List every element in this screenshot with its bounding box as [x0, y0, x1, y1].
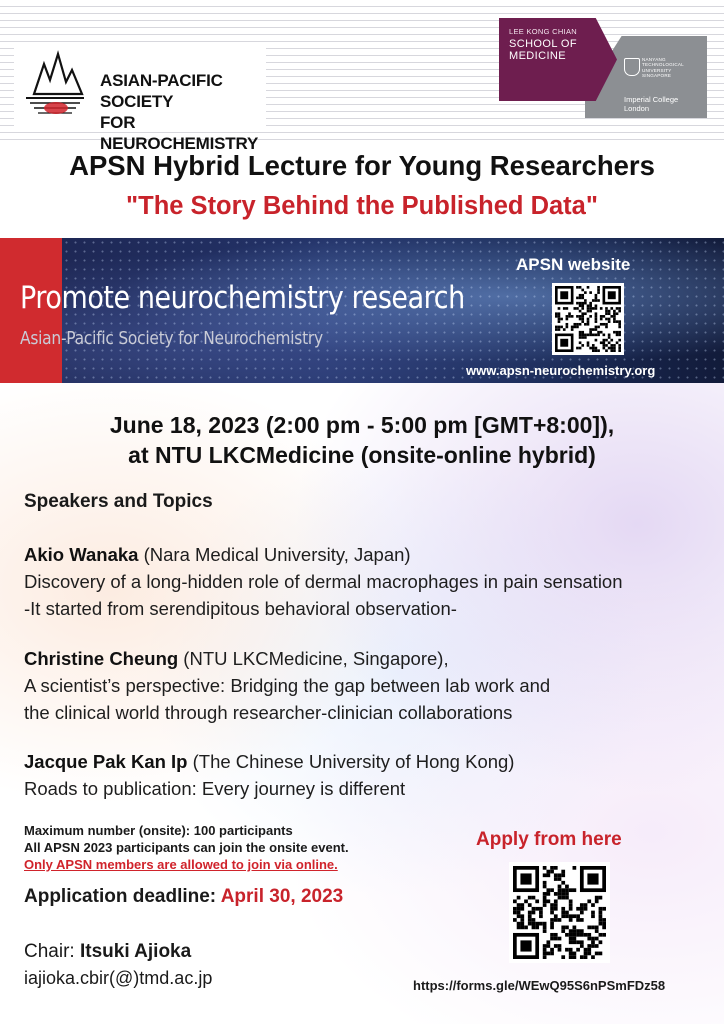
speaker-block	[24, 645, 550, 726]
speaker-block	[24, 748, 514, 802]
application-deadline	[24, 886, 343, 908]
speaker-name: Akio Wanaka	[24, 544, 139, 565]
society-name-line2: FOR NEUROCHEMISTRY	[100, 113, 259, 153]
deadline-date: April 30, 2023	[220, 886, 344, 907]
apsn-logo	[14, 46, 266, 153]
apsn-logo-mark-icon	[20, 50, 90, 122]
chair-label: Chair:	[24, 941, 80, 962]
website-url[interactable]: www.apsn-neurochemistry.org	[466, 363, 656, 378]
chair-line	[24, 941, 191, 963]
website-qr-pattern	[555, 286, 621, 352]
imperial-college-name	[624, 96, 678, 113]
speaker-block	[24, 541, 623, 622]
page-title: APSN Hybrid Lecture for Young Researchers	[69, 150, 655, 181]
speaker-name: Christine Cheung	[24, 648, 179, 669]
chair-email[interactable]: iajioka.cbir(@)tmd.ac.jp	[24, 968, 213, 988]
lkc-line3: MEDICINE	[509, 50, 566, 62]
speaker-affiliation: (Nara Medical University, Japan)	[138, 544, 411, 565]
website-label: APSN website	[516, 255, 631, 274]
ntu-line1: NANYANG	[642, 57, 666, 62]
chair-name: Itsuki Ajioka	[79, 941, 192, 962]
deadline-label: Application deadline:	[24, 886, 221, 907]
speaker-topic: Discovery of a long-hidden role of dermal macrophages in pain sensation	[24, 571, 623, 592]
icl-line1: Imperial College	[624, 95, 679, 104]
event-date: June 18, 2023 (2:00 pm - 5:00 pm [GMT+8:00]),	[109, 412, 615, 438]
online-note: Only APSN members are allowed to join via online.	[24, 857, 338, 872]
ntu-crest-icon	[624, 58, 640, 76]
ntu-line4: SINGAPORE	[642, 73, 672, 79]
max-participants-note: Maximum number (onsite): 100 participants	[24, 823, 293, 838]
speaker-topic: A scientist’s perspective: Bridging the gap between lab work and	[24, 675, 551, 696]
banner-heading: Promote neurochemistry research	[20, 280, 465, 316]
society-name	[100, 70, 266, 154]
speaker-affiliation: (NTU LKCMedicine, Singapore),	[178, 648, 449, 669]
lkc-line1: LEE KONG CHIAN	[509, 27, 577, 36]
lkc-school-name	[509, 38, 577, 62]
speaker-affiliation: (The Chinese University of Hong Kong)	[187, 751, 515, 772]
page-subtitle: "The Story Behind the Published Data"	[126, 192, 598, 220]
speaker-topic: -It started from serendipitous behavioral observation-	[24, 598, 457, 619]
banner	[0, 238, 724, 383]
application-form-url[interactable]: https://forms.gle/WEwQ95S6nPSmFDz58	[413, 978, 666, 993]
onsite-note: All APSN 2023 participants can join the onsite event.	[24, 840, 349, 855]
lkc-line2: SCHOOL OF	[509, 38, 577, 50]
speakers-heading: Speakers and Topics	[24, 491, 213, 512]
ntu-line2: TECHNOLOGICAL	[642, 62, 684, 68]
apply-qr-pattern	[513, 866, 606, 959]
apply-qr-code-icon[interactable]	[509, 862, 610, 963]
speaker-topic: Roads to publication: Every journey is different	[24, 778, 406, 799]
participation-notes	[24, 822, 349, 873]
ntu-name	[642, 57, 684, 79]
icl-line2: London	[624, 103, 650, 113]
ntu-line3: UNIVERSITY	[642, 67, 672, 73]
website-qr-code-icon[interactable]	[552, 283, 624, 355]
lkc-medicine-logo	[499, 18, 707, 118]
speaker-topic: the clinical world through researcher-clinician collaborations	[24, 702, 513, 723]
society-name-line1: ASIAN-PACIFIC SOCIETY	[100, 71, 223, 111]
banner-subheading: Asian-Pacific Society for Neurochemistry	[20, 328, 323, 349]
apply-label: Apply from here	[476, 829, 622, 850]
speaker-name: Jacque Pak Kan Ip	[24, 751, 188, 772]
event-venue: at NTU LKCMedicine (onsite-online hybrid)	[128, 442, 596, 468]
